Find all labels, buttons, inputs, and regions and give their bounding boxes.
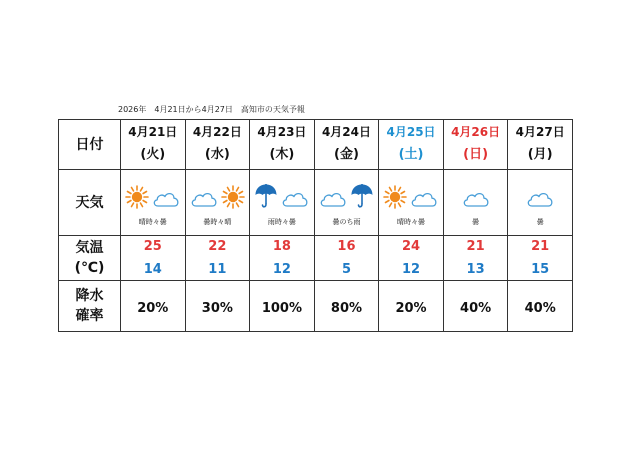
weather-label: 曇: [472, 217, 480, 226]
cloud-icon: [189, 189, 219, 209]
row-header-precipitation-line2: 確率: [75, 308, 104, 324]
weather-label: 曇時々晴: [203, 217, 232, 226]
high-temperature: 18: [272, 239, 291, 254]
weather-icons: [121, 181, 185, 209]
day-date: 4月23日: [257, 125, 307, 139]
sun-icon: [383, 185, 407, 209]
high-temperature: 21: [531, 239, 550, 254]
day-cell-temperature: [121, 236, 186, 281]
weather-label: 晴時々曇: [138, 217, 167, 226]
precipitation-chance: 20%: [395, 300, 427, 316]
low-temperature: 11: [208, 262, 227, 277]
day-cell-weather: [379, 170, 444, 236]
day-date: 4月24日: [321, 125, 371, 139]
day-cell-precipitation: [508, 281, 573, 332]
day-cell-temperature: [379, 236, 444, 281]
weather-row: [59, 170, 573, 236]
weather-label: 晴時々曇: [397, 217, 426, 226]
day-cell-precipitation: [379, 281, 444, 332]
day-of-week: (日): [463, 147, 489, 162]
row-header-weather-label: 天気: [75, 194, 104, 211]
sun-icon: [221, 185, 245, 209]
precipitation-chance: 100%: [261, 300, 302, 316]
forecast-table: [58, 119, 573, 332]
day-date: 4月21日: [128, 125, 178, 139]
weather-icons: [444, 181, 508, 209]
day-date: 4月25日: [386, 125, 436, 139]
low-temperature: 15: [531, 262, 550, 277]
high-temperature: 21: [466, 239, 485, 254]
precipitation-chance: 80%: [330, 300, 363, 316]
day-cell-temperature: [508, 236, 573, 281]
day-cell-temperature: [314, 236, 379, 281]
sun-icon: [125, 185, 149, 209]
day-of-week: (火): [140, 147, 166, 162]
day-cell-weather: [508, 170, 573, 236]
day-cell-temperature: [250, 236, 315, 281]
day-of-week: (木): [269, 147, 295, 162]
low-temperature: 12: [401, 262, 421, 277]
precipitation-chance: 20%: [137, 300, 169, 316]
day-cell-weather: [314, 170, 379, 236]
cloud-icon: [318, 189, 348, 209]
day-cell-date: [508, 120, 573, 170]
low-temperature: 5: [341, 262, 351, 277]
row-header-temperature: [59, 236, 121, 281]
forecast-caption: 2026年 4月21日から4月27日 高知市の天気予報: [118, 105, 305, 114]
day-cell-weather: [185, 170, 250, 236]
day-cell-temperature: [185, 236, 250, 281]
cloud-icon: [409, 189, 439, 209]
low-temperature: 12: [272, 262, 291, 277]
day-cell-precipitation: [314, 281, 379, 332]
weather-icons: [508, 181, 572, 209]
day-cell-temperature: [443, 236, 508, 281]
cloud-icon: [461, 189, 491, 209]
row-header-temperature-unit: (℃): [74, 260, 105, 276]
umbrella-icon: [350, 183, 374, 209]
day-cell-precipitation: [121, 281, 186, 332]
day-cell-date: [250, 120, 315, 170]
low-temperature: 14: [143, 262, 162, 277]
temperature-row: [59, 236, 573, 281]
precipitation-chance: 30%: [201, 300, 233, 316]
cloud-icon: [525, 189, 555, 209]
weather-label: 雨時々曇: [267, 217, 296, 226]
day-of-week: (水): [204, 147, 230, 162]
day-cell-date: [121, 120, 186, 170]
precipitation-chance: 40%: [460, 300, 492, 316]
day-of-week: (月): [527, 147, 553, 162]
precipitation-chance: 40%: [524, 300, 556, 316]
day-of-week: (土): [398, 147, 424, 162]
weather-icons: [186, 181, 250, 209]
cloud-icon: [280, 189, 310, 209]
date-row: [59, 120, 573, 170]
day-date: 4月26日: [451, 125, 501, 139]
day-cell-date: [185, 120, 250, 170]
row-header-weather: [59, 170, 121, 236]
day-cell-precipitation: [443, 281, 508, 332]
row-header-temperature-label: 気温: [75, 240, 104, 256]
weather-label: 曇: [536, 217, 544, 226]
row-header-date: [59, 120, 121, 170]
high-temperature: 24: [401, 239, 421, 254]
row-header-date-label: 日付: [75, 136, 104, 153]
day-cell-weather: [443, 170, 508, 236]
cloud-icon: [151, 189, 181, 209]
weather-icons: [379, 181, 443, 209]
day-cell-weather: [121, 170, 186, 236]
precipitation-row: [59, 281, 573, 332]
day-cell-weather: [250, 170, 315, 236]
row-header-precipitation: [59, 281, 121, 332]
high-temperature: 16: [337, 239, 356, 254]
high-temperature: 22: [208, 239, 227, 254]
umbrella-icon: [254, 183, 278, 209]
day-cell-precipitation: [250, 281, 315, 332]
weather-icons: [250, 181, 314, 209]
weather-label: 曇のち雨: [332, 217, 361, 226]
day-cell-date: [443, 120, 508, 170]
low-temperature: 13: [466, 262, 485, 277]
day-date: 4月22日: [192, 125, 242, 139]
day-cell-date: [314, 120, 379, 170]
day-of-week: (金): [334, 147, 359, 162]
high-temperature: 25: [143, 239, 162, 254]
day-cell-precipitation: [185, 281, 250, 332]
day-cell-date: [379, 120, 444, 170]
weather-icons: [315, 181, 379, 209]
day-date: 4月27日: [515, 125, 565, 139]
row-header-precipitation-line1: 降水: [75, 288, 104, 304]
